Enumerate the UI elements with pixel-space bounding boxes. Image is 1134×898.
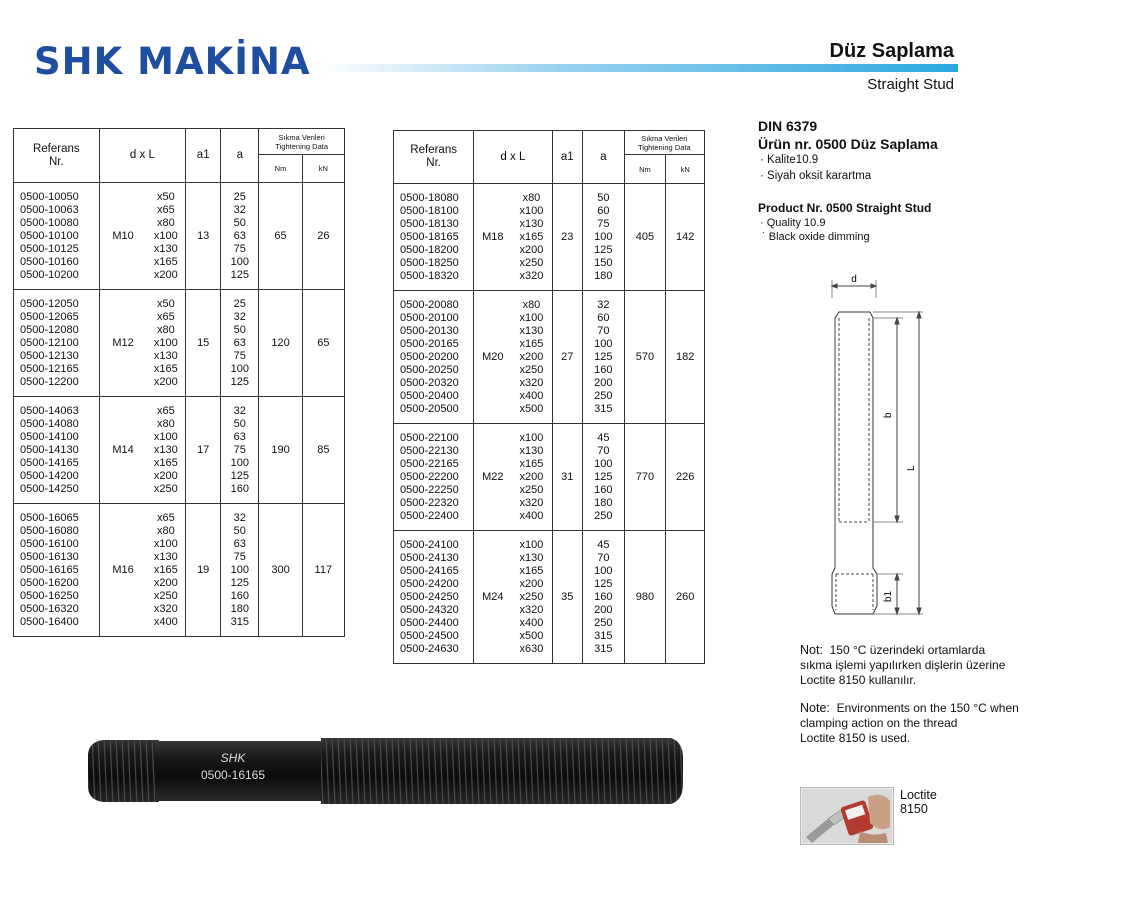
length-value: x320: [519, 604, 544, 616]
length-value: x165: [519, 565, 544, 577]
length-list: [147, 397, 186, 504]
force-kn: 65: [302, 290, 344, 397]
reference-number: 0500-10063: [20, 204, 79, 216]
reference-number: 0500-18320: [400, 270, 459, 282]
a-value: 45: [597, 539, 610, 551]
length-list: [511, 424, 552, 531]
reference-number: 0500-12100: [20, 337, 79, 349]
reference-number: 0500-18100: [400, 205, 459, 217]
reference-number: 0500-22400: [400, 510, 459, 522]
length-list: [511, 291, 552, 424]
reference-number: 0500-20500: [400, 403, 459, 415]
reference-list: [14, 290, 100, 397]
length-value: x130: [519, 325, 544, 337]
reference-number: 0500-24320: [400, 604, 459, 616]
length-list: [147, 504, 186, 637]
length-value: x165: [519, 338, 544, 350]
reference-number: 0500-20130: [400, 325, 459, 337]
reference-number: 0500-22200: [400, 471, 459, 483]
a-list: [583, 531, 625, 664]
torque-nm: 980: [624, 531, 666, 664]
length-value: x100: [153, 337, 178, 349]
stud-photo: [85, 736, 687, 806]
a-value: 200: [594, 604, 613, 616]
reference-list: [394, 424, 474, 531]
reference-number: 0500-14130: [20, 444, 79, 456]
a-value: 100: [230, 256, 249, 268]
ref-header: Referans Nr.: [14, 129, 100, 183]
a-value: 25: [233, 298, 246, 310]
reference-number: 0500-16400: [20, 616, 79, 628]
force-kn: 117: [302, 504, 344, 637]
reference-number: 0500-18080: [400, 192, 459, 204]
reference-number: 0500-14250: [20, 483, 79, 495]
length-value: x200: [153, 269, 178, 281]
photo-brand-mark: SHK: [220, 751, 246, 765]
reference-list: [394, 531, 474, 664]
length-value: x200: [519, 471, 544, 483]
reference-list: [14, 183, 100, 290]
length-list: [147, 183, 186, 290]
length-value: x65: [156, 204, 175, 216]
a-value: 50: [597, 192, 610, 204]
a-value: 100: [594, 231, 613, 243]
length-value: x250: [519, 591, 544, 603]
reference-list: [394, 291, 474, 424]
reference-number: 0500-24250: [400, 591, 459, 603]
brand-logo: SHK MAKİNA: [34, 40, 311, 83]
a-list: [221, 397, 259, 504]
length-value: x130: [153, 243, 178, 255]
a-list: [221, 183, 259, 290]
length-value: x100: [519, 539, 544, 551]
a1-value: 15: [186, 290, 221, 397]
reference-number: 0500-16250: [20, 590, 79, 602]
length-value: x320: [153, 603, 178, 615]
a1-value: 23: [552, 184, 582, 291]
reference-number: 0500-10160: [20, 256, 79, 268]
torque-nm: 190: [259, 397, 302, 504]
length-value: x200: [519, 578, 544, 590]
length-value: x250: [519, 484, 544, 496]
thread-size: M22: [474, 424, 512, 531]
a1-value: 35: [552, 531, 582, 664]
reference-number: 0500-24630: [400, 643, 459, 655]
torque-nm: 405: [624, 184, 666, 291]
reference-number: 0500-24165: [400, 565, 459, 577]
reference-list: [14, 504, 100, 637]
reference-number: 0500-20250: [400, 364, 459, 376]
length-value: x80: [156, 217, 175, 229]
length-value: x65: [156, 512, 175, 524]
a-value: 100: [230, 457, 249, 469]
a-value: 32: [233, 405, 246, 417]
length-list: [511, 184, 552, 291]
reference-number: 0500-14063: [20, 405, 79, 417]
reference-number: 0500-16065: [20, 512, 79, 524]
length-value: x250: [153, 483, 178, 495]
product-title-en: Product Nr. 0500 Straight Stud: [758, 201, 932, 215]
reference-list: [14, 397, 100, 504]
reference-number: 0500-10100: [20, 230, 79, 242]
length-value: x130: [519, 552, 544, 564]
a1-value: 27: [552, 291, 582, 424]
a-value: 50: [233, 217, 246, 229]
reference-number: 0500-10125: [20, 243, 79, 255]
dim-b1-label: b1: [883, 590, 894, 602]
length-value: x65: [156, 405, 175, 417]
length-value: x200: [519, 351, 544, 363]
spec-table-left: [13, 128, 345, 637]
length-value: x165: [519, 231, 544, 243]
length-value: x400: [153, 616, 178, 628]
a-value: 160: [594, 591, 613, 603]
a-list: [583, 291, 625, 424]
length-value: x400: [519, 390, 544, 402]
length-value: x80: [522, 192, 541, 204]
a-value: 75: [233, 243, 246, 255]
a-list: [221, 504, 259, 637]
reference-number: 0500-12050: [20, 298, 79, 310]
reference-number: 0500-12065: [20, 311, 79, 323]
a1-value: 31: [552, 424, 582, 531]
table-row: [14, 504, 345, 637]
torque-nm: 770: [624, 424, 666, 531]
length-value: x250: [519, 364, 544, 376]
reference-number: 0500-20100: [400, 312, 459, 324]
a-value: 32: [233, 311, 246, 323]
a-value: 63: [233, 230, 246, 242]
a-header: a: [221, 129, 259, 183]
bullet-tr-1: · Kalite10.9: [760, 154, 819, 166]
a-value: 63: [233, 337, 246, 349]
reference-number: 0500-20320: [400, 377, 459, 389]
kn-header: kN: [666, 155, 705, 184]
thread-size: M24: [474, 531, 512, 664]
a1-header: a1: [186, 129, 221, 183]
thread-size: M14: [99, 397, 146, 504]
reference-number: 0500-12165: [20, 363, 79, 375]
torque-nm: 300: [259, 504, 302, 637]
header-accent-bar: [318, 64, 958, 72]
length-list: [147, 290, 186, 397]
reference-number: 0500-24100: [400, 539, 459, 551]
a-list: [583, 184, 625, 291]
length-value: x200: [153, 577, 178, 589]
reference-number: 0500-22250: [400, 484, 459, 496]
length-value: x165: [519, 458, 544, 470]
a-value: 75: [597, 218, 610, 230]
reference-number: 0500-24400: [400, 617, 459, 629]
a-value: 125: [230, 577, 249, 589]
a-value: 160: [594, 364, 613, 376]
length-value: x100: [519, 205, 544, 217]
note-turkish: Not: 150 °C üzerindeki ortamlarda sıkma işlemi yapılırken dişlerin üzerine Loctite 8150 kullanılır.: [800, 643, 1006, 687]
table-row: [394, 531, 705, 664]
reference-number: 0500-12130: [20, 350, 79, 362]
length-value: x50: [156, 191, 175, 203]
reference-number: 0500-12080: [20, 324, 79, 336]
length-value: x80: [156, 324, 175, 336]
a-value: 75: [233, 444, 246, 456]
reference-number: 0500-22320: [400, 497, 459, 509]
force-kn: 142: [666, 184, 705, 291]
length-value: x80: [156, 418, 175, 430]
din-standard: DIN 6379: [758, 118, 818, 134]
a-value: 250: [594, 510, 613, 522]
thread-size: M18: [474, 184, 512, 291]
length-value: x80: [522, 299, 541, 311]
a-value: 180: [594, 270, 613, 282]
reference-number: 0500-14100: [20, 431, 79, 443]
length-value: x100: [519, 432, 544, 444]
tightening-header: Sıkma Verileri Tightening Data: [259, 129, 345, 155]
length-value: x165: [153, 256, 178, 268]
a-value: 63: [233, 431, 246, 443]
thread-size: M20: [474, 291, 512, 424]
a-value: 180: [230, 603, 249, 615]
length-value: x65: [156, 311, 175, 323]
torque-nm: 570: [624, 291, 666, 424]
length-value: x130: [519, 218, 544, 230]
table-row: [14, 290, 345, 397]
length-value: x320: [519, 497, 544, 509]
nm-header: Nm: [259, 155, 302, 183]
a-value: 50: [233, 418, 246, 430]
length-value: x200: [153, 470, 178, 482]
a-value: 70: [597, 445, 610, 457]
a-value: 63: [233, 538, 246, 550]
length-value: x100: [153, 431, 178, 443]
a-value: 100: [230, 564, 249, 576]
a-value: 125: [594, 351, 613, 363]
reference-number: 0500-22100: [400, 432, 459, 444]
length-value: x100: [519, 312, 544, 324]
force-kn: 26: [302, 183, 344, 290]
reference-number: 0500-16100: [20, 538, 79, 550]
length-value: x200: [153, 376, 178, 388]
a-list: [583, 424, 625, 531]
page-subtitle: Straight Stud: [867, 76, 954, 93]
thread-size: M10: [99, 183, 146, 290]
length-list: [511, 531, 552, 664]
reference-number: 0500-20165: [400, 338, 459, 350]
a-value: 32: [233, 512, 246, 524]
a1-value: 19: [186, 504, 221, 637]
a-value: 32: [233, 204, 246, 216]
length-value: x320: [519, 377, 544, 389]
a1-header: a1: [552, 131, 582, 184]
a-value: 180: [594, 497, 613, 509]
a-value: 60: [597, 205, 610, 217]
length-value: x100: [153, 538, 178, 550]
a-value: 125: [230, 269, 249, 281]
a-value: 200: [594, 377, 613, 389]
length-value: x400: [519, 510, 544, 522]
a-value: 50: [233, 525, 246, 537]
a-value: 100: [594, 338, 613, 350]
a-value: 70: [597, 325, 610, 337]
table-row: [14, 397, 345, 504]
length-value: x130: [519, 445, 544, 457]
a-value: 150: [594, 257, 613, 269]
reference-number: 0500-14080: [20, 418, 79, 430]
length-value: x250: [519, 257, 544, 269]
length-value: x200: [519, 244, 544, 256]
reference-number: 0500-24130: [400, 552, 459, 564]
torque-nm: 120: [259, 290, 302, 397]
table-row: [394, 424, 705, 531]
a-value: 315: [230, 616, 249, 628]
length-value: x130: [153, 444, 178, 456]
length-value: x250: [153, 590, 178, 602]
reference-number: 0500-10080: [20, 217, 79, 229]
length-value: x320: [519, 270, 544, 282]
a-value: 75: [233, 350, 246, 362]
torque-nm: 65: [259, 183, 302, 290]
reference-number: 0500-24500: [400, 630, 459, 642]
a-value: 100: [594, 565, 613, 577]
dim-b-label: b: [883, 412, 894, 418]
a-value: 125: [230, 376, 249, 388]
bullet-en-2: ˙ Black oxide dimming: [762, 231, 870, 243]
reference-number: 0500-18250: [400, 257, 459, 269]
reference-number: 0500-10200: [20, 269, 79, 281]
reference-number: 0500-16130: [20, 551, 79, 563]
spec-table-right: [393, 130, 705, 664]
loctite-product-image: [800, 787, 894, 845]
kn-header: kN: [302, 155, 344, 183]
reference-number: 0500-14200: [20, 470, 79, 482]
reference-number: 0500-18165: [400, 231, 459, 243]
table-row: [394, 291, 705, 424]
stud-technical-drawing: [815, 268, 930, 628]
product-title-tr: Ürün nr. 0500 Düz Saplama: [758, 136, 938, 152]
a-value: 250: [594, 390, 613, 402]
a-list: [221, 290, 259, 397]
a-value: 315: [594, 630, 613, 642]
a-value: 160: [230, 483, 249, 495]
a1-value: 17: [186, 397, 221, 504]
a-value: 32: [597, 299, 610, 311]
reference-number: 0500-20400: [400, 390, 459, 402]
a-value: 100: [230, 363, 249, 375]
a-value: 125: [594, 244, 613, 256]
force-kn: 260: [666, 531, 705, 664]
a1-value: 13: [186, 183, 221, 290]
reference-number: 0500-20080: [400, 299, 459, 311]
a-value: 60: [597, 312, 610, 324]
length-value: x500: [519, 630, 544, 642]
a-header: a: [583, 131, 625, 184]
dxl-header: d x L: [99, 129, 186, 183]
force-kn: 85: [302, 397, 344, 504]
length-value: x130: [153, 551, 178, 563]
length-value: x50: [156, 298, 175, 310]
a-value: 315: [594, 643, 613, 655]
reference-number: 0500-18200: [400, 244, 459, 256]
reference-list: [394, 184, 474, 291]
reference-number: 0500-24200: [400, 578, 459, 590]
dxl-header: d x L: [474, 131, 552, 184]
length-value: x165: [153, 363, 178, 375]
reference-number: 0500-18130: [400, 218, 459, 230]
bullet-en-1: · Quality 10.9: [760, 217, 826, 229]
reference-number: 0500-14165: [20, 457, 79, 469]
a-value: 250: [594, 617, 613, 629]
length-value: x630: [519, 643, 544, 655]
nm-header: Nm: [624, 155, 666, 184]
length-value: x500: [519, 403, 544, 415]
reference-number: 0500-16165: [20, 564, 79, 576]
tightening-header: Sıkma Verileri Tightening Data: [624, 131, 704, 155]
reference-number: 0500-16320: [20, 603, 79, 615]
a-value: 315: [594, 403, 613, 415]
length-value: x130: [153, 350, 178, 362]
reference-number: 0500-22130: [400, 445, 459, 457]
length-value: x100: [153, 230, 178, 242]
dim-L-label: L: [906, 465, 917, 471]
a-value: 160: [230, 590, 249, 602]
length-value: x165: [153, 457, 178, 469]
reference-number: 0500-12200: [20, 376, 79, 388]
a-value: 25: [233, 191, 246, 203]
table-row: [14, 183, 345, 290]
length-value: x80: [156, 525, 175, 537]
a-value: 70: [597, 552, 610, 564]
a-value: 50: [233, 324, 246, 336]
table-row: [394, 184, 705, 291]
force-kn: 182: [666, 291, 705, 424]
dim-d-label: d: [851, 274, 857, 285]
a-value: 160: [594, 484, 613, 496]
ref-header: Referans Nr.: [394, 131, 474, 184]
thread-size: M16: [99, 504, 146, 637]
a-value: 125: [594, 471, 613, 483]
thread-size: M12: [99, 290, 146, 397]
a-value: 100: [594, 458, 613, 470]
reference-number: 0500-16200: [20, 577, 79, 589]
reference-number: 0500-10050: [20, 191, 79, 203]
a-value: 125: [594, 578, 613, 590]
length-value: x165: [153, 564, 178, 576]
loctite-label: Loctite 8150: [900, 788, 937, 816]
a-value: 75: [233, 551, 246, 563]
force-kn: 226: [666, 424, 705, 531]
bullet-tr-2: · Siyah oksit karartma: [760, 170, 872, 182]
reference-number: 0500-16080: [20, 525, 79, 537]
a-value: 125: [230, 470, 249, 482]
reference-number: 0500-22165: [400, 458, 459, 470]
length-value: x400: [519, 617, 544, 629]
a-value: 45: [597, 432, 610, 444]
note-english: Note: Environments on the 150 °C when clamping action on the thread Loctite 8150 is used.: [800, 701, 1019, 745]
page-title: Düz Saplama: [829, 40, 954, 62]
photo-part-number: 0500-16165: [200, 768, 266, 782]
reference-number: 0500-20200: [400, 351, 459, 363]
